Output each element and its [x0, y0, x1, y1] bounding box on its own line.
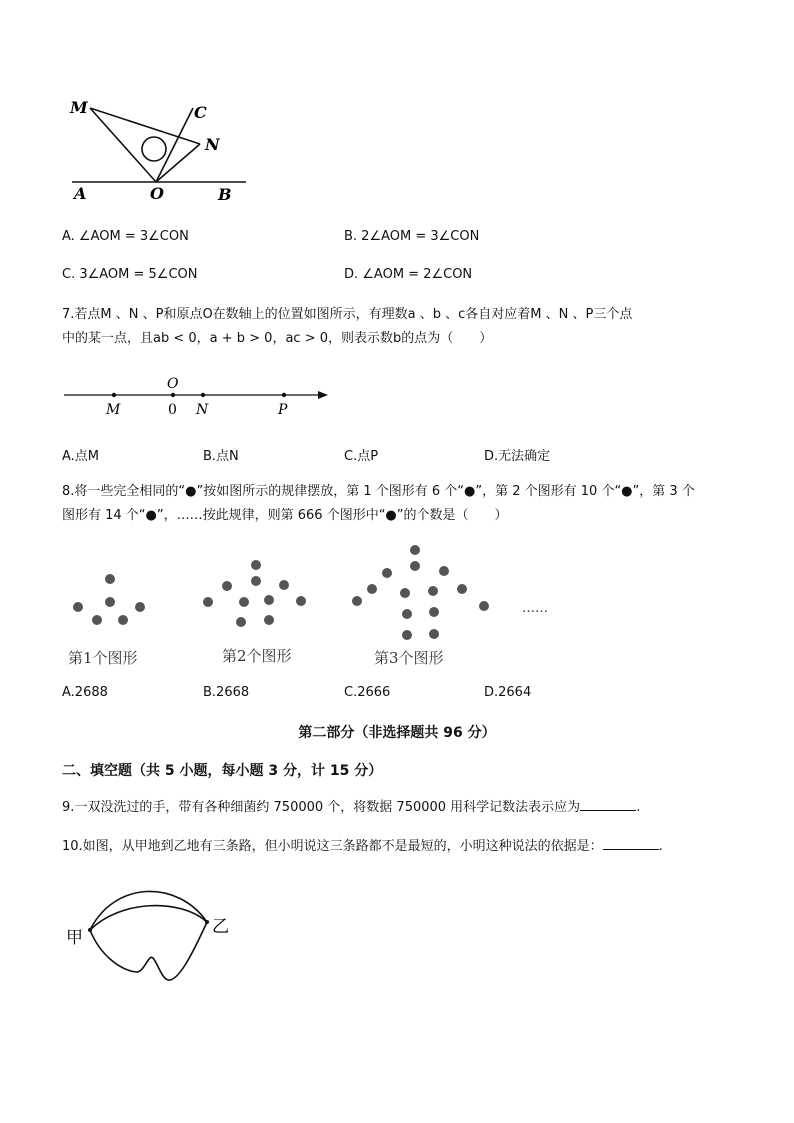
dot: [382, 568, 392, 578]
dot: [410, 545, 420, 555]
point-n: [201, 393, 205, 397]
q7-number-line: [60, 372, 336, 422]
q10-period: .: [658, 839, 663, 854]
q6-angle-figure: [60, 92, 260, 212]
dot: [457, 584, 467, 594]
q8-line-1: 8.将一些完全相同的“●”按如图所示的规律摆放，第 1 个图形有 6 个“●”，第 2 个图形有 10 个“●”，第 3 个: [62, 484, 695, 499]
pattern-1: [73, 574, 145, 625]
route-lower: [90, 922, 207, 980]
q9-stem: [62, 796, 734, 820]
dot: [118, 615, 128, 625]
ray-oc: [156, 108, 193, 182]
caption-pattern-1: 第1个图形: [68, 649, 138, 667]
dot: [251, 576, 261, 586]
pattern-3: [352, 545, 489, 640]
label-point-p: P: [278, 402, 288, 418]
label-point-m: M: [106, 402, 121, 418]
q6-option-a[interactable]: A. ∠AOM = 3∠CON: [62, 229, 189, 244]
q9-text: 9.一双没洗过的手，带有各种细菌约 750000 个，将数据 750000 用科学记数法表示应为: [62, 800, 581, 815]
q7-option-a[interactable]: A.点M: [62, 449, 100, 464]
q10-answer-blank[interactable]: [603, 837, 659, 850]
point-origin: [171, 393, 175, 397]
caption-pattern-2: 第2个图形: [222, 647, 292, 665]
q9-period: .: [636, 800, 641, 815]
dot: [239, 597, 249, 607]
dot: [402, 630, 412, 640]
dot: [410, 561, 420, 571]
number-line-arrow: [318, 391, 328, 399]
dot: [203, 597, 213, 607]
point-start: [88, 928, 92, 932]
dot: [222, 581, 232, 591]
q6-option-d[interactable]: D. ∠AOM = 2∠CON: [344, 267, 473, 282]
q7-line-1: 7.若点M 、N 、P和原点O在数轴上的位置如图所示，有理数a 、b 、c各自对应着M 、N 、P三个点: [62, 307, 633, 322]
dot: [105, 597, 115, 607]
dot: [429, 629, 439, 639]
circle-mark: [142, 137, 166, 161]
dot: [279, 580, 289, 590]
q8-option-d[interactable]: D.2664: [484, 685, 532, 700]
label-end: 乙: [212, 917, 229, 937]
q10-text: 10.如图，从甲地到乙地有三条路，但小明说这三条路都不是最短的，小明这种说法的依据是：: [62, 839, 603, 854]
dot: [296, 596, 306, 606]
q8-option-b[interactable]: B.2668: [203, 685, 250, 700]
ellipsis: ……: [522, 601, 548, 616]
label-o: O: [150, 184, 164, 203]
q8-line-2: 图形有 14 个“●”，……按此规律，则第 666 个图形中“●”的个数是（ ）: [62, 508, 508, 523]
caption-pattern-3: 第3个图形: [374, 649, 444, 667]
dot: [236, 617, 246, 627]
q8-option-a[interactable]: A.2688: [62, 685, 108, 700]
label-a: A: [74, 184, 87, 203]
q8-option-c[interactable]: C.2666: [344, 685, 391, 700]
dot: [264, 595, 274, 605]
section-title: 第二部分（非选择题共 96 分）: [298, 725, 496, 741]
q7-option-d[interactable]: D.无法确定: [484, 449, 551, 464]
dot: [439, 566, 449, 576]
ray-on: [156, 144, 200, 182]
q10-route-figure: [60, 880, 240, 990]
dot: [429, 607, 439, 617]
label-n: N: [205, 135, 220, 154]
dot: [73, 602, 83, 612]
dot: [352, 596, 362, 606]
label-point-n: N: [196, 402, 209, 418]
point-p: [282, 393, 286, 397]
q10-stem: [62, 835, 734, 859]
point-end: [205, 920, 209, 924]
dot: [367, 584, 377, 594]
dot: [92, 615, 102, 625]
q8-stem: [62, 480, 734, 528]
q8-dot-patterns: [60, 540, 580, 675]
label-c: C: [194, 103, 207, 122]
fill-in-heading: 二、填空题（共 5 小题，每小题 3 分，计 15 分）: [62, 763, 383, 779]
dot: [428, 586, 438, 596]
dot: [105, 574, 115, 584]
dot: [400, 588, 410, 598]
q7-line-2: 中的某一点，且ab < 0，a + b > 0，ac > 0，则表示数b的点为（ ）: [62, 331, 493, 346]
dot: [251, 560, 261, 570]
pattern-2: [203, 560, 306, 627]
q7-option-b[interactable]: B.点N: [203, 449, 239, 464]
label-zero: 0: [168, 402, 177, 418]
label-b: B: [218, 185, 232, 204]
q6-option-b[interactable]: B. 2∠AOM = 3∠CON: [344, 229, 480, 244]
q9-answer-blank[interactable]: [580, 798, 636, 811]
q7-stem: [62, 303, 734, 351]
q7-option-c[interactable]: C.点P: [344, 449, 379, 464]
label-start: 甲: [66, 928, 83, 948]
route-middle: [90, 906, 207, 930]
dot: [135, 602, 145, 612]
dot: [479, 601, 489, 611]
q6-option-c[interactable]: C. 3∠AOM = 5∠CON: [62, 267, 198, 282]
dot: [402, 609, 412, 619]
label-m: M: [70, 98, 88, 117]
point-m: [112, 393, 116, 397]
dot: [264, 615, 274, 625]
label-origin-o: O: [167, 376, 179, 392]
